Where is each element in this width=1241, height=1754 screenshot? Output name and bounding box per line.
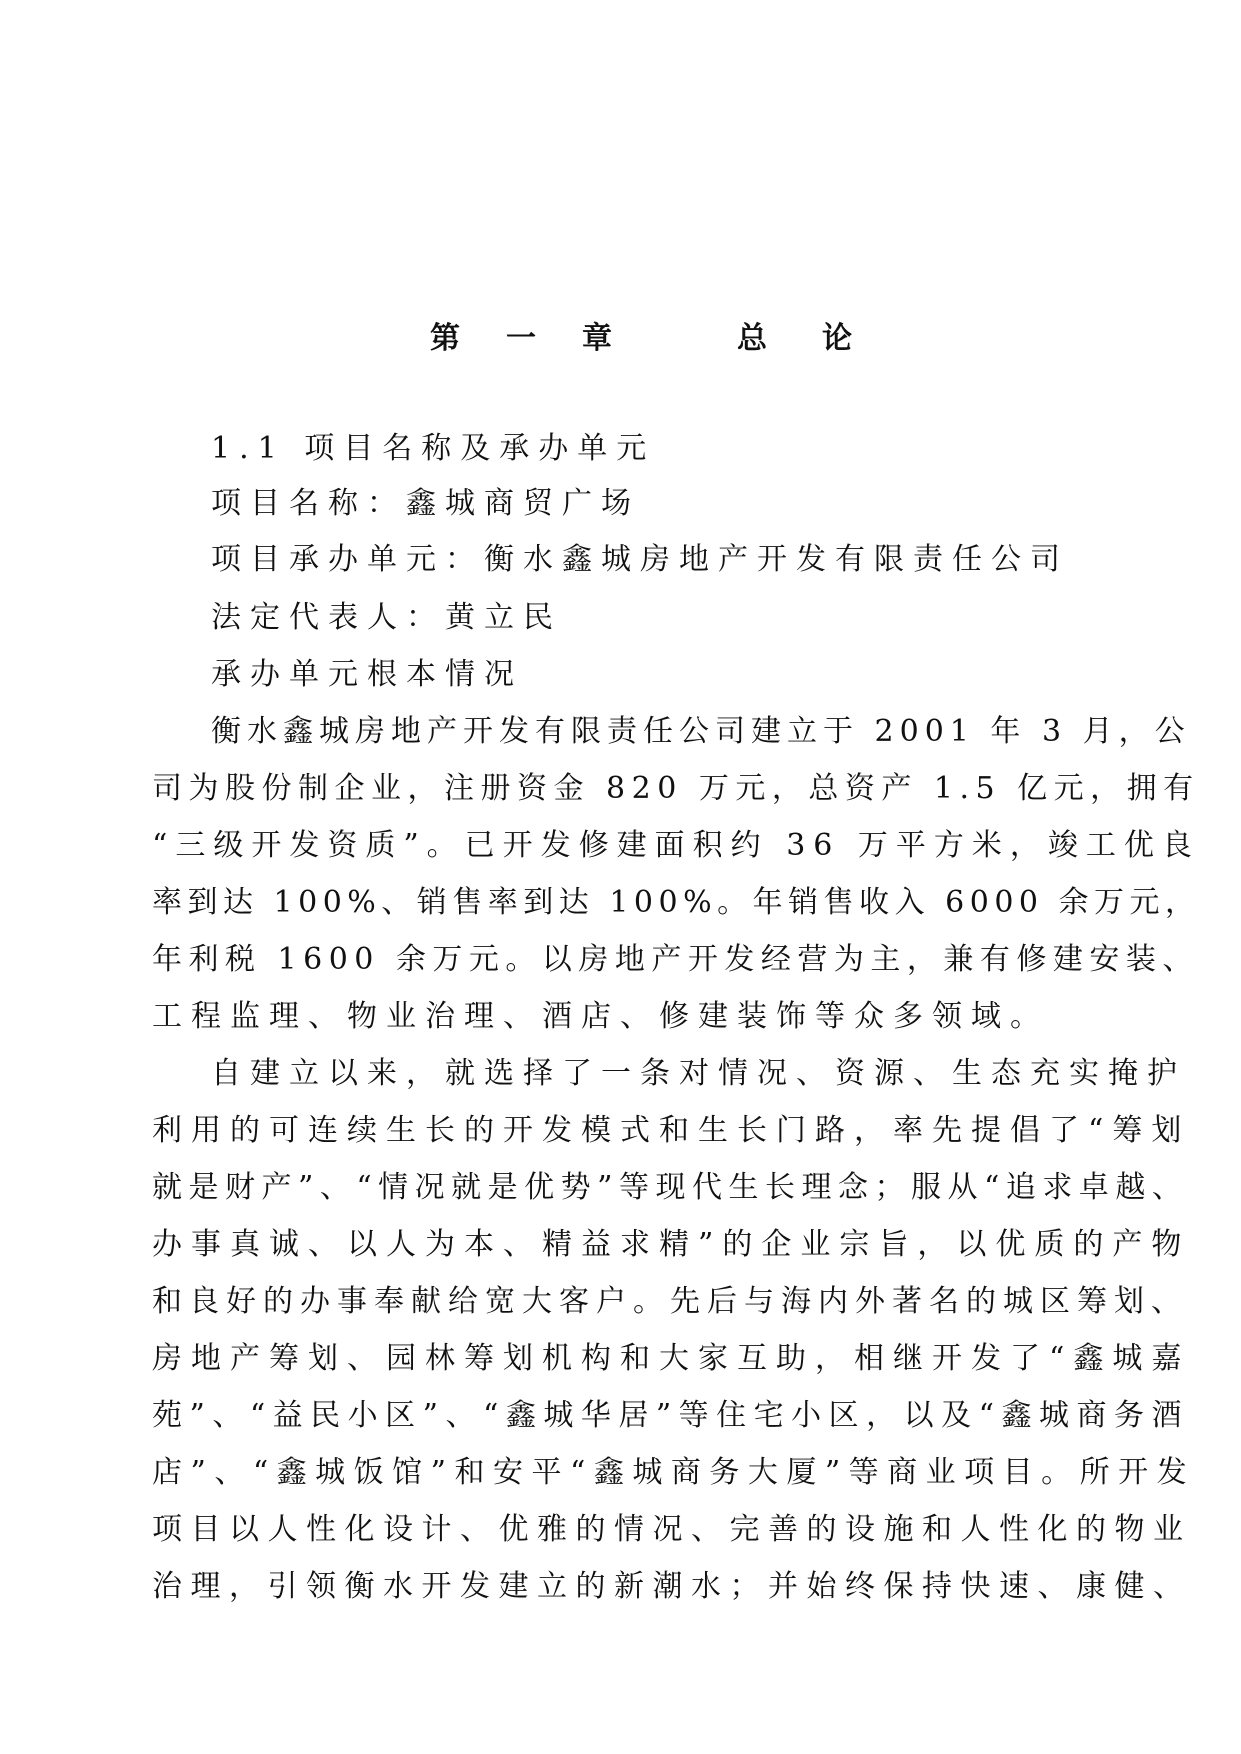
chapter-title-char: 总 [737,321,767,356]
paragraph-line: 治理，引领衡水开发建立的新潮水；并始终保持快速、康健、 [152,1569,1192,1604]
paragraph-line: 办事真诚、以人为本、精益求精”的企业宗旨，以优质的产物 [152,1227,1191,1262]
paragraph-line: 年利税 1600 余万元。以房地产开发经营为主，兼有修建安装、 [152,942,1199,977]
chapter-label-char: 一 [506,321,536,356]
paragraph-line: 工程监理、物业治理、酒店、修建装饰等众多领域。 [152,999,1049,1034]
legal-representative: 法定代表人：黄立民 [211,600,562,635]
paragraph-line: 司为股份制企业，注册资金 820 万元，总资产 1.5 亿元，拥有 [152,771,1200,806]
chapter-label-char: 章 [582,321,612,356]
paragraph-line: 率到达 100%、销售率到达 100%。年销售收入 6000 余万元， [152,885,1201,920]
paragraph-line: “三级开发资质”。已开发修建面积约 36 万平方米，竣工优良 [152,828,1200,863]
paragraph-line: 项目以人性化设计、优雅的情况、完善的设施和人性化的物业 [152,1512,1192,1547]
paragraph-line: 房地产筹划、园林筹划机构和大家互助，相继开发了“鑫城嘉 [152,1341,1191,1376]
section-heading: 1.1 项目名称及承办单元 [211,431,656,466]
paragraph-line: 店”、“鑫城饭馆”和安平“鑫城商务大厦”等商业项目。所开发 [152,1455,1196,1490]
undertaking-unit: 项目承办单元：衡水鑫城房地产开发有限责任公司 [211,542,1069,577]
paragraph-line: 利用的可连续生长的开发模式和生长门路，率先提倡了“筹划 [152,1113,1191,1148]
project-name: 项目名称：鑫城商贸广场 [211,486,640,521]
chapter-label-char: 第 [430,321,460,356]
paragraph-line: 衡水鑫城房地产开发有限责任公司建立于 2001 年 3 月，公 [211,714,1191,749]
paragraph-line: 自建立以来，就选择了一条对情况、资源、生态充实掩护 [211,1056,1186,1091]
chapter-title [0,314,1241,364]
paragraph-line: 和良好的办事奉献给宽大客户。先后与海内外著名的城区筹划、 [152,1284,1188,1319]
basic-info-heading: 承办单元根本情况 [211,657,523,692]
paragraph-line: 苑”、“益民小区”、“鑫城华居”等住宅小区，以及“鑫城商务酒 [152,1398,1190,1433]
paragraph-line: 就是财产”、“情况就是优势”等现代生长理念；服从“追求卓越、 [152,1170,1189,1205]
chapter-title-char: 论 [822,321,852,356]
